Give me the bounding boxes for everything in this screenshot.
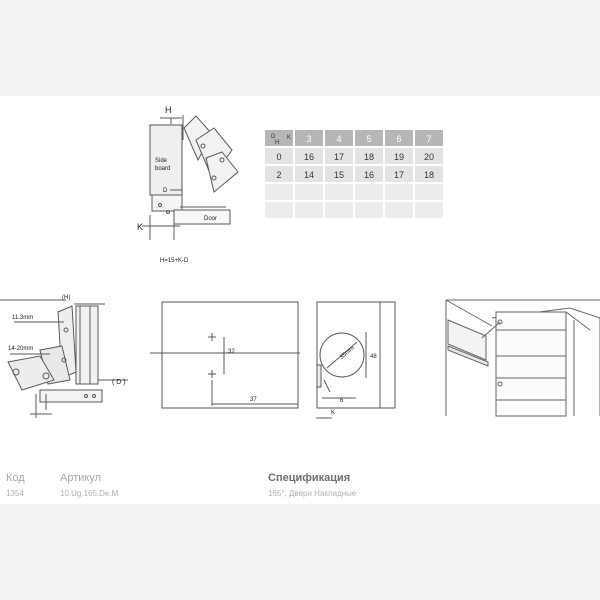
table-cell-value: 18 xyxy=(363,152,375,162)
specification-header: Спецификация xyxy=(268,472,351,484)
cup-diameter-label: 35mm xyxy=(339,345,356,361)
dim-11-3mm: 11.3mm xyxy=(12,315,34,321)
table-cell-value: 18 xyxy=(423,170,435,180)
table-empty-cell xyxy=(295,184,323,200)
table-empty-cell xyxy=(295,202,323,218)
door-label: Door xyxy=(204,216,218,222)
table-header-k: 3 xyxy=(306,134,312,144)
corner-k-label: K xyxy=(287,135,292,141)
table-cell-value: 20 xyxy=(423,152,435,162)
table-empty-cell xyxy=(325,184,353,200)
d-offset-label: ( D ) xyxy=(112,379,126,386)
table-empty-cell xyxy=(355,202,383,218)
technical-drawing xyxy=(0,96,600,460)
table-row-d: 0 xyxy=(276,152,282,162)
dim-48: 48 xyxy=(370,354,377,360)
table-cell-value: 16 xyxy=(363,170,375,180)
dimension-table xyxy=(265,130,443,218)
specification-value: 165°, Двери Накладные xyxy=(268,489,357,498)
mounting-plate-drilling xyxy=(150,302,300,408)
table-cell-value: 19 xyxy=(393,152,405,162)
h-dimension-label: H xyxy=(165,105,172,115)
table-cell-value: 17 xyxy=(333,152,345,162)
formula-text: H=15+K-D xyxy=(160,258,189,264)
k-label: K xyxy=(331,410,336,416)
dim-32: 32 xyxy=(228,349,235,355)
table-empty-cell xyxy=(325,202,353,218)
table-empty-cell xyxy=(415,184,443,200)
table-header-k: 4 xyxy=(336,134,342,144)
h-bracket-label: (H) xyxy=(62,295,71,301)
cabinet-perspective xyxy=(446,300,600,416)
cup-hole-drilling xyxy=(316,302,395,418)
table-empty-cell xyxy=(385,202,413,218)
table-cell-value: 15 xyxy=(333,170,345,180)
corner-h-label: H xyxy=(275,140,280,146)
table-row-d: 2 xyxy=(276,170,282,180)
code-value: 1354 xyxy=(6,489,24,498)
article-header: Артикул xyxy=(60,472,102,484)
drawing-sheet xyxy=(0,96,600,460)
side-board-label: Side xyxy=(155,158,168,164)
table-empty-cell xyxy=(415,202,443,218)
article-value: 10.Ug.165.De.M xyxy=(60,489,119,498)
dim-14-20mm: 14-20mm xyxy=(8,346,34,352)
corner-d-label: D xyxy=(271,134,276,140)
table-empty-cell xyxy=(355,184,383,200)
table-header-k: 5 xyxy=(366,134,372,144)
table-empty-cell xyxy=(265,202,293,218)
table-cell-value: 14 xyxy=(303,170,315,180)
code-header: Код xyxy=(6,472,25,484)
table-empty-cell xyxy=(385,184,413,200)
table-cell-value: 17 xyxy=(393,170,405,180)
dim-6: 6 xyxy=(340,398,344,404)
table-header-k: 7 xyxy=(426,134,432,144)
table-empty-cell xyxy=(265,184,293,200)
hinge-detail-view xyxy=(0,295,128,418)
side-board-label-2: board xyxy=(155,166,171,172)
table-header-k: 6 xyxy=(396,134,402,144)
k-dimension-label: K xyxy=(137,222,144,232)
d-dimension-label: D xyxy=(163,188,168,194)
dim-37: 37 xyxy=(250,397,257,403)
hinge-side-view xyxy=(137,105,238,264)
table-cell-value: 16 xyxy=(303,152,315,162)
